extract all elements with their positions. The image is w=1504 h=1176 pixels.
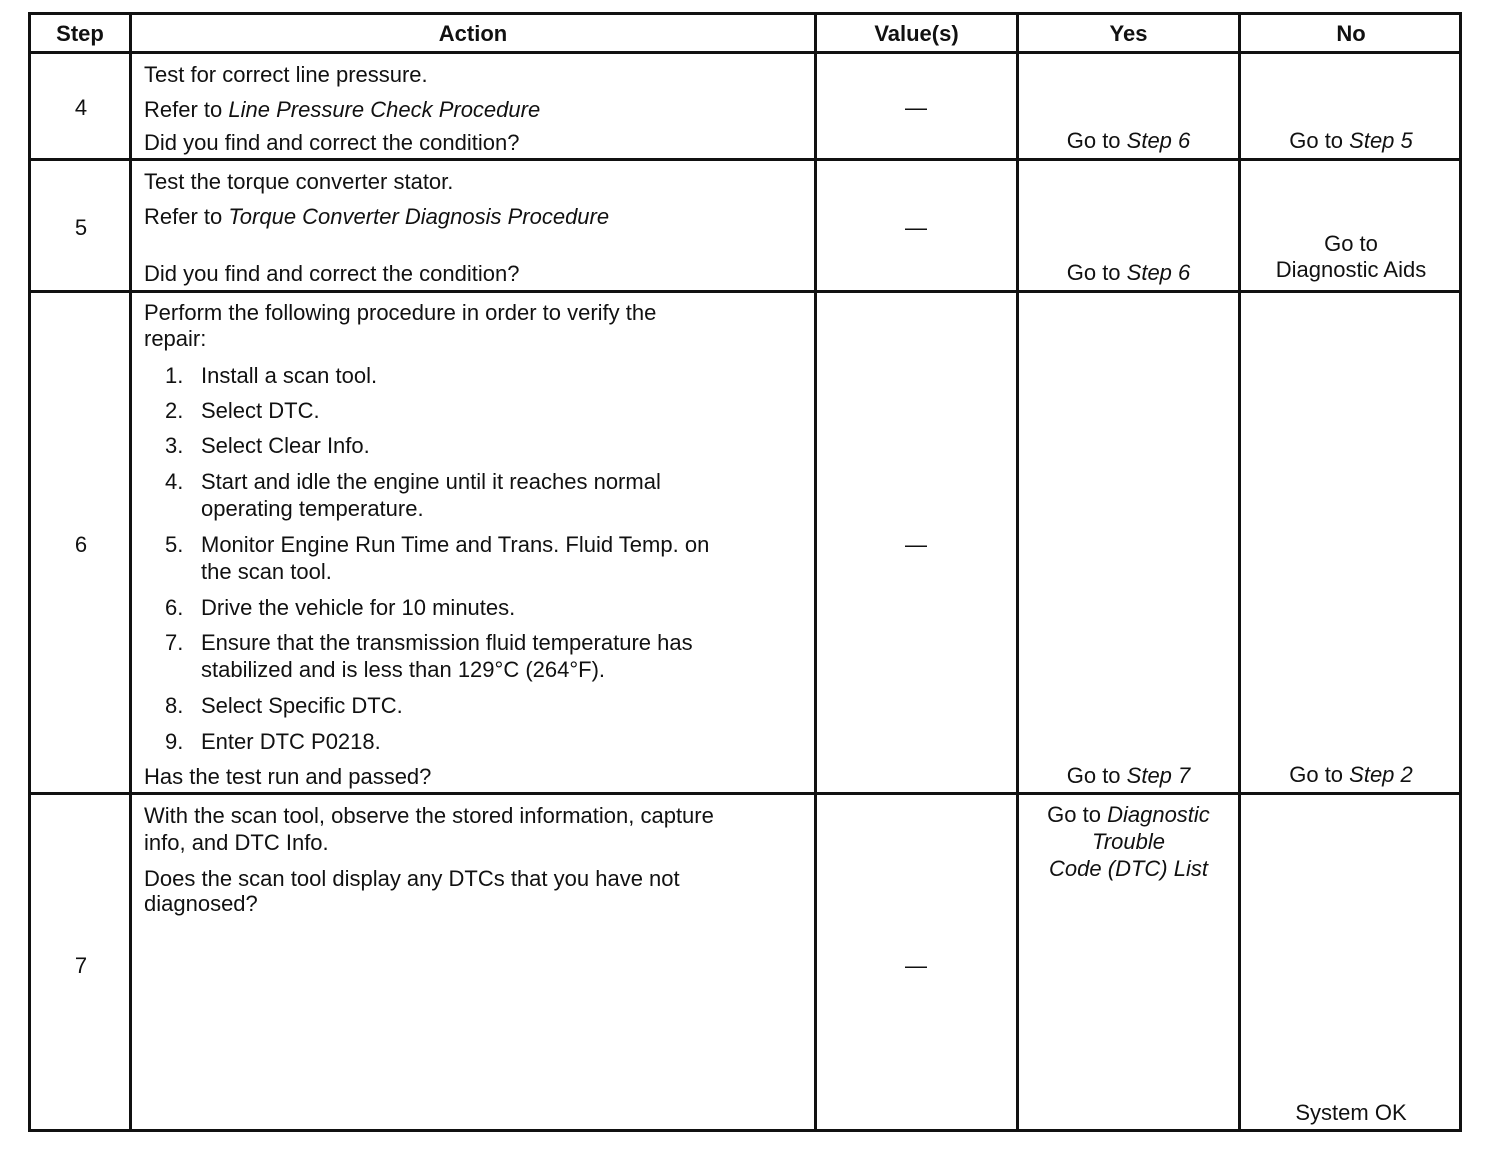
header-action: Action	[438, 21, 508, 46]
header-no: No	[1336, 21, 1366, 46]
list-item-text: stabilized and is less than 129°C (264°F).	[201, 657, 606, 682]
action-text: Test for correct line pressure.	[144, 62, 428, 87]
action-question: Does the scan tool display any DTCs that you have not	[144, 866, 680, 891]
list-item: 2.	[165, 398, 184, 423]
step-number: 4	[74, 95, 88, 120]
list-item-text: Ensure that the transmission fluid temperature has	[201, 630, 693, 655]
action-refer: Refer to Torque Converter Diagnosis Procedure	[144, 204, 610, 229]
list-item-text: Install a scan tool.	[201, 363, 378, 388]
list-item: 3.	[165, 433, 184, 458]
row-divider	[31, 290, 1459, 293]
header-values: Value(s)	[874, 21, 959, 46]
row-divider	[31, 792, 1459, 795]
action-question: Did you find and correct the condition?	[144, 130, 520, 155]
list-item: 4.	[165, 469, 184, 494]
step-number: 5	[74, 215, 88, 240]
action-text: info, and DTC Info.	[144, 830, 329, 855]
list-item: 5.	[165, 532, 184, 557]
list-item-text: operating temperature.	[201, 496, 424, 521]
list-item-text: Start and idle the engine until it reaches normal	[201, 469, 661, 494]
row-divider	[31, 51, 1459, 54]
action-question: diagnosed?	[144, 891, 258, 916]
list-item-text: the scan tool.	[201, 559, 332, 584]
value-cell: —	[905, 215, 927, 240]
header-step: Step	[56, 21, 104, 46]
yes-cell[interactable]: Go to Step 6	[1066, 128, 1191, 153]
step-number: 6	[74, 532, 88, 557]
list-item: 6.	[165, 595, 184, 620]
no-cell[interactable]: Go to Diagnostic Aids	[1275, 231, 1427, 282]
list-item-text: Drive the vehicle for 10 minutes.	[201, 595, 516, 620]
step-number: 7	[74, 953, 88, 978]
list-item-text: Select Specific DTC.	[201, 693, 403, 718]
list-item: 9.	[165, 729, 184, 754]
value-cell: —	[905, 953, 927, 978]
action-intro: repair:	[144, 326, 207, 351]
diagnostic-table	[28, 12, 1462, 1132]
list-item: 8.	[165, 693, 184, 718]
no-cell[interactable]: Go to Step 2	[1289, 762, 1413, 787]
yes-cell[interactable]: Go to Step 6	[1066, 260, 1191, 285]
row-divider	[31, 158, 1459, 161]
list-item-text: Select DTC.	[201, 398, 320, 423]
action-question: Has the test run and passed?	[144, 764, 432, 789]
no-cell[interactable]: Go to Step 5	[1289, 128, 1413, 153]
yes-cell[interactable]: Go to Step 7	[1066, 763, 1191, 788]
list-item-text: Monitor Engine Run Time and Trans. Fluid Temp. on	[201, 532, 710, 557]
list-item: 1.	[165, 363, 184, 388]
yes-cell[interactable]: Go to Diagnostic Trouble Code (DTC) List	[1047, 802, 1210, 881]
list-item-text: Enter DTC P0218.	[201, 729, 381, 754]
column-divider	[1238, 15, 1241, 1129]
no-cell[interactable]: System OK	[1295, 1100, 1407, 1125]
action-text: Test the torque converter stator.	[144, 169, 454, 194]
action-text: With the scan tool, observe the stored information, capture	[144, 803, 714, 828]
list-item-text: Select Clear Info.	[201, 433, 370, 458]
action-question: Did you find and correct the condition?	[144, 261, 520, 286]
action-refer: Refer to Line Pressure Check Procedure	[144, 97, 541, 122]
procedure-link[interactable]: Torque Converter Diagnosis Procedure	[228, 204, 610, 229]
header-yes: Yes	[1109, 21, 1148, 46]
list-item: 7.	[165, 630, 184, 655]
action-intro: Perform the following procedure in order to verify the	[144, 300, 657, 325]
procedure-link[interactable]: Line Pressure Check Procedure	[228, 97, 541, 122]
value-cell: —	[905, 95, 927, 120]
column-divider	[1016, 15, 1019, 1129]
value-cell: —	[905, 532, 927, 557]
